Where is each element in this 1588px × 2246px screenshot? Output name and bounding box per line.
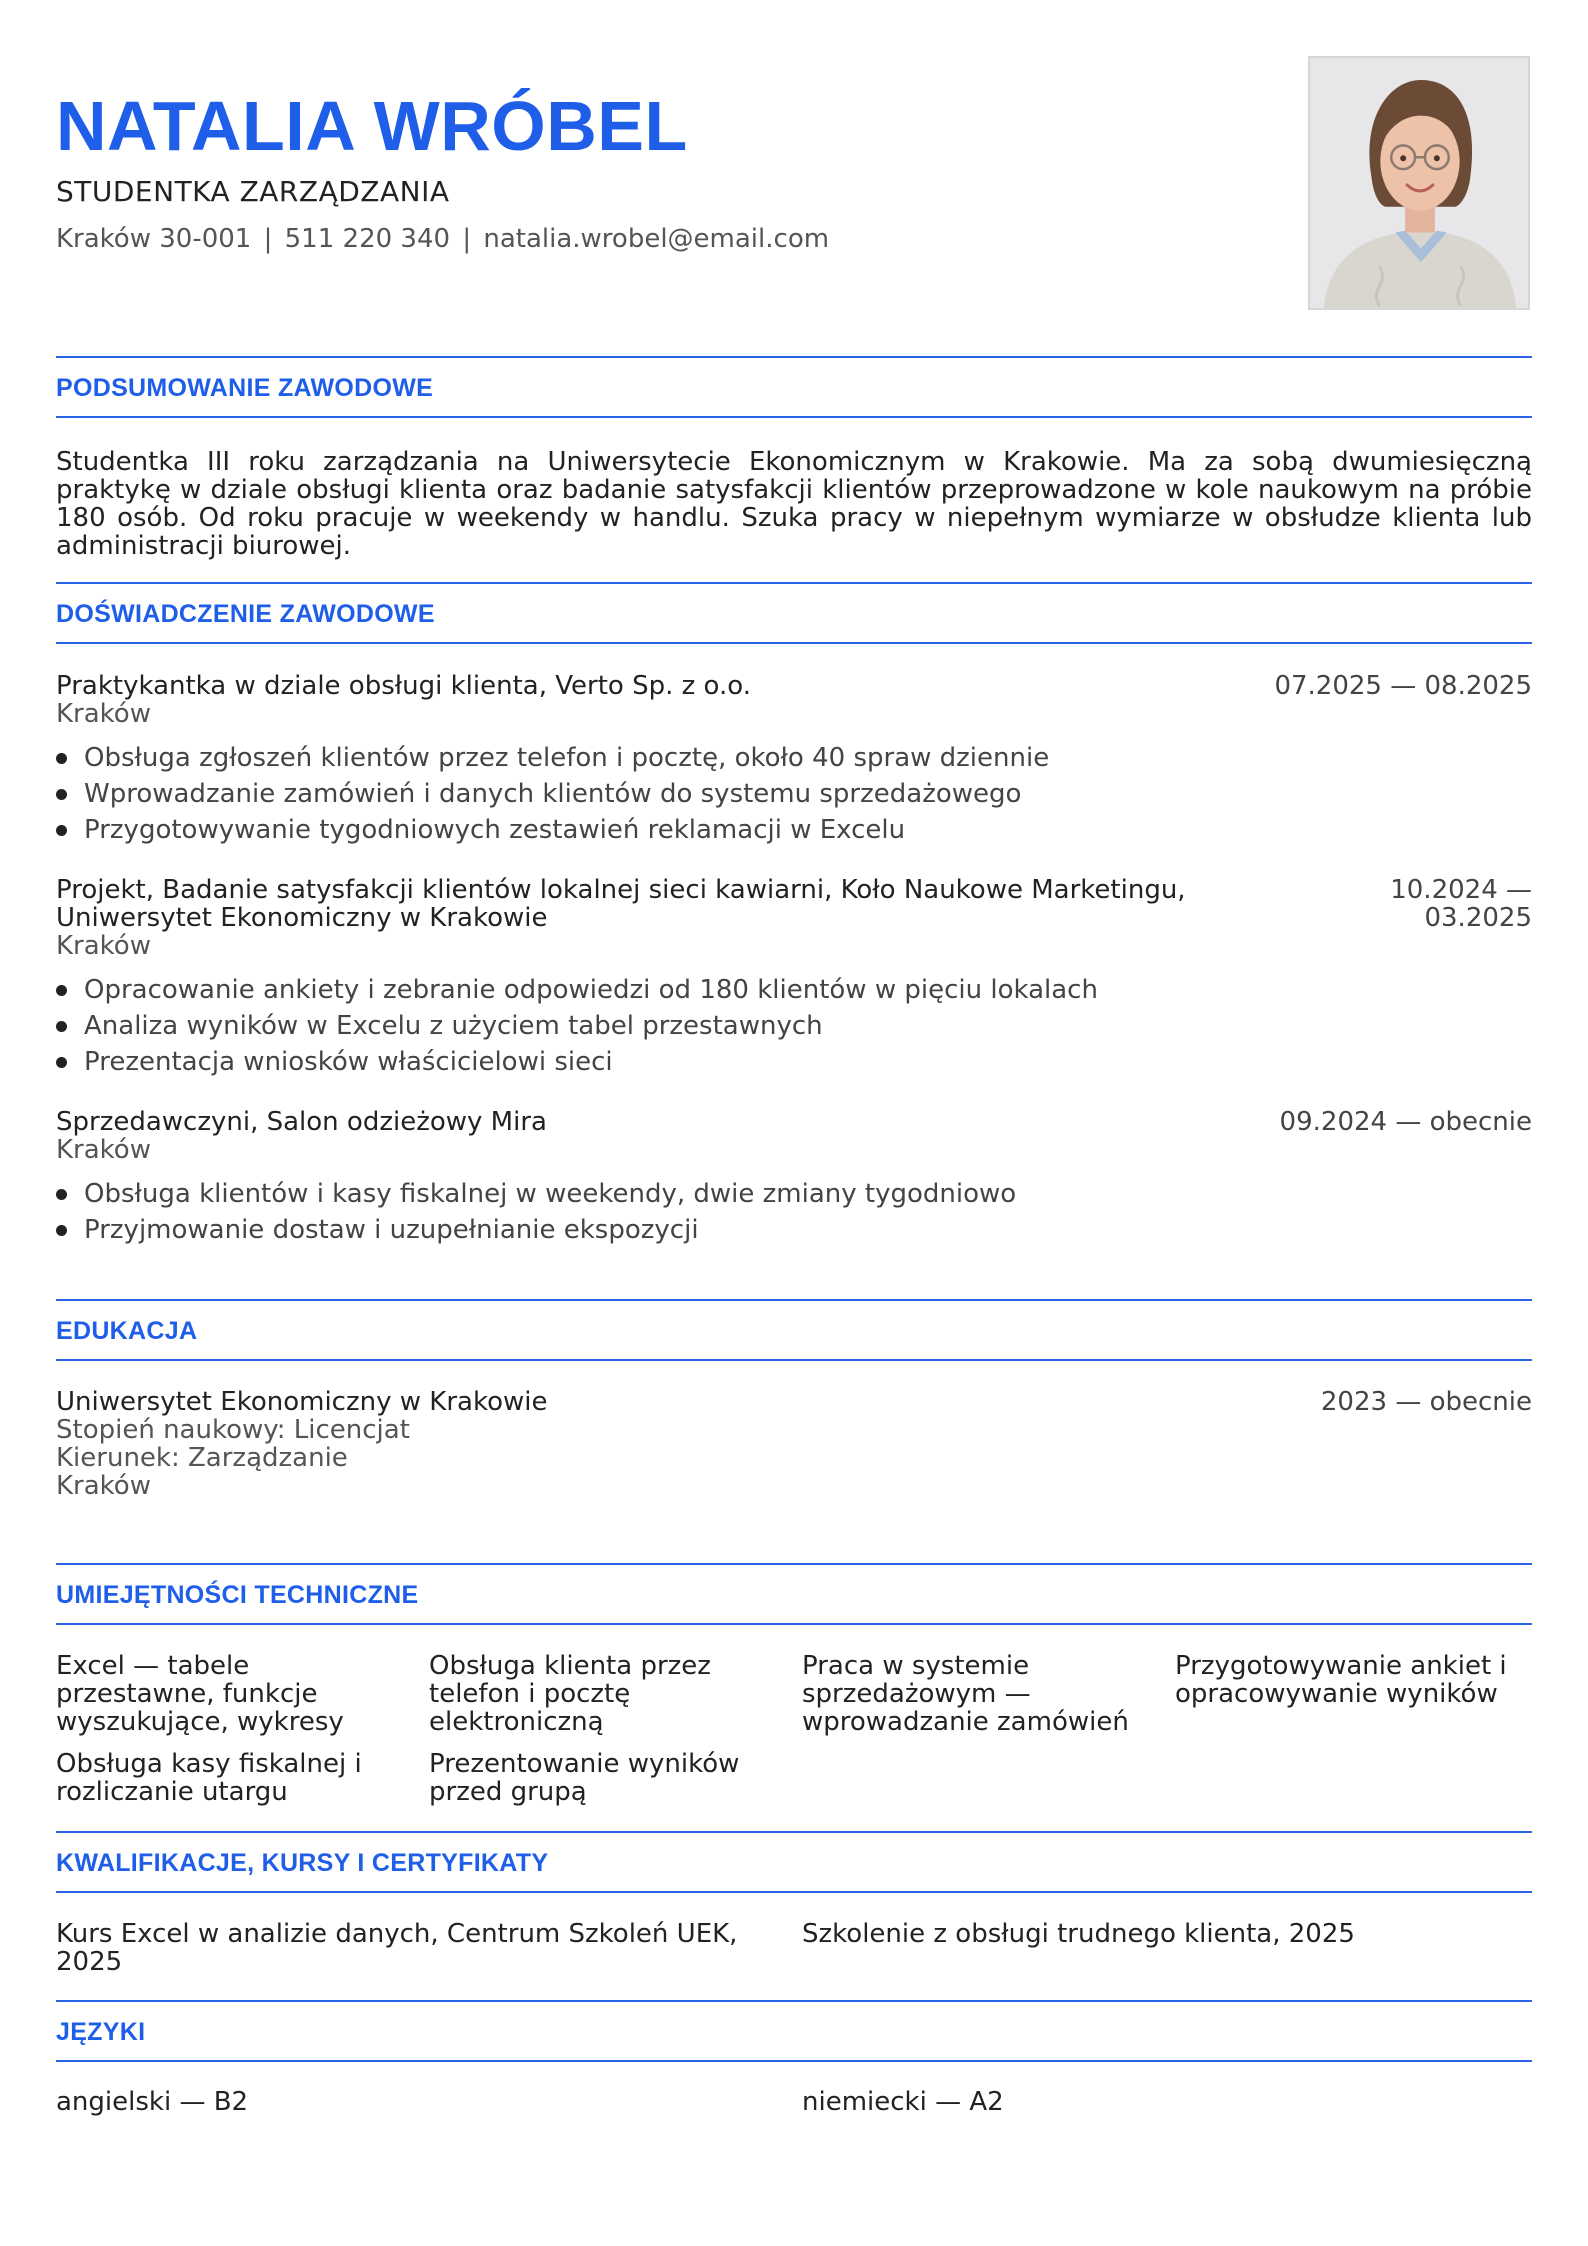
profile-photo — [1308, 56, 1530, 310]
experience-date-start: 10.2024 — — [1390, 875, 1532, 905]
bullet-item: Opracowanie ankiety i zebranie odpowiedzi od 180 klientów w pięciu lokalach — [56, 972, 1098, 1008]
experience-title-continued: Uniwersytet Ekonomiczny w Krakowie — [56, 903, 548, 933]
experience-date: 07.2025 — 08.2025 — [1274, 671, 1532, 701]
candidate-title: STUDENTKA ZARZĄDZANIA — [56, 175, 450, 208]
qualifications-section-heading — [56, 1831, 1532, 1893]
experience-date-end: 03.2025 — [1424, 903, 1532, 933]
experience-location: Kraków — [56, 931, 151, 961]
summary-heading-text: PODSUMOWANIE ZAWODOWE — [56, 374, 434, 402]
languages-heading-text: JĘZYKI — [56, 2018, 146, 2046]
language-item: niemiecki — A2 — [802, 2087, 1004, 2117]
portrait-image — [1310, 58, 1528, 308]
bullet-item: Przyjmowanie dostaw i uzupełnianie ekspozycji — [56, 1212, 1016, 1248]
experience-title: Sprzedawczyni, Salon odzieżowy Mira — [56, 1107, 547, 1137]
qualification-item: Szkolenie z obsługi trudnego klienta, 2025 — [802, 1919, 1355, 1949]
skill-item: Obsługa kasy fiskalnej i rozliczanie utargu — [56, 1749, 362, 1807]
skill-item: Obsługa klienta przez telefon i pocztę elektroniczną — [429, 1651, 711, 1737]
languages-section-heading — [56, 2000, 1532, 2062]
education-location: Kraków — [56, 1471, 151, 1501]
contact-separator: | — [462, 224, 472, 254]
experience-bullets — [56, 1176, 1016, 1248]
education-degree: Stopień naukowy: Licencjat — [56, 1415, 410, 1445]
experience-location: Kraków — [56, 699, 151, 729]
summary-section-heading — [56, 356, 1532, 418]
experience-bullets — [56, 972, 1098, 1080]
contact-phone: 511 220 340 — [284, 224, 451, 254]
experience-title: Praktykantka w dziale obsługi klienta, Verto Sp. z o.o. — [56, 671, 751, 701]
qualifications-heading-text: KWALIFIKACJE, KURSY I CERTYFIKATY — [56, 1849, 549, 1877]
bullet-item: Wprowadzanie zamówień i danych klientów do systemu sprzedażowego — [56, 776, 1049, 812]
skills-section-heading — [56, 1563, 1532, 1625]
skill-item: Praca w systemie sprzedażowym — wprowadzanie zamówień — [802, 1651, 1129, 1737]
experience-bullets — [56, 740, 1049, 848]
summary-text: Studentka III roku zarządzania na Uniwersytecie Ekonomicznym w Krakowie. Ma za sobą dwumiesięczną praktykę w dziale obsługi klienta oraz badanie satysfakcji klientów przeprowadzone w kole naukowym na próbie 180 osób. Od roku pracuje w weekendy w handlu. Szuka pracy w niepełnym wymiarze w obsłudze klienta lub administracji biurowej. — [56, 447, 1532, 561]
education-field: Kierunek: Zarządzanie — [56, 1443, 348, 1473]
bullet-item: Obsługa klientów i kasy fiskalnej w weekendy, dwie zmiany tygodniowo — [56, 1176, 1016, 1212]
bullet-item: Analiza wyników w Excelu z użyciem tabel przestawnych — [56, 1008, 1098, 1044]
experience-section-heading — [56, 582, 1532, 644]
skills-heading-text: UMIEJĘTNOŚCI TECHNICZNE — [56, 1581, 419, 1609]
education-section-heading — [56, 1299, 1532, 1361]
contact-line — [56, 222, 829, 256]
experience-date: 09.2024 — obecnie — [1279, 1107, 1532, 1137]
skill-item: Prezentowanie wyników przed grupą — [429, 1749, 740, 1807]
bullet-item: Prezentacja wniosków właścicielowi sieci — [56, 1044, 1098, 1080]
experience-heading-text: DOŚWIADCZENIE ZAWODOWE — [56, 600, 435, 628]
language-item: angielski — B2 — [56, 2087, 249, 2117]
skill-item: Przygotowywanie ankiet i opracowywanie wyników — [1175, 1651, 1507, 1709]
contact-location: Kraków 30-001 — [56, 224, 252, 254]
education-heading-text: EDUKACJA — [56, 1317, 198, 1345]
qualification-item: Kurs Excel w analizie danych, Centrum Szkoleń UEK, 2025 — [56, 1919, 738, 1977]
candidate-name: NATALIA WRÓBEL — [56, 87, 688, 165]
contact-email: natalia.wrobel@email.com — [483, 224, 830, 254]
experience-location: Kraków — [56, 1135, 151, 1165]
bullet-item: Obsługa zgłoszeń klientów przez telefon i pocztę, około 40 spraw dziennie — [56, 740, 1049, 776]
education-date: 2023 — obecnie — [1320, 1387, 1532, 1417]
bullet-item: Przygotowywanie tygodniowych zestawień reklamacji w Excelu — [56, 812, 1049, 848]
skill-item: Excel — tabele przestawne, funkcje wyszukujące, wykresy — [56, 1651, 344, 1737]
education-school: Uniwersytet Ekonomiczny w Krakowie — [56, 1387, 548, 1417]
experience-title: Projekt, Badanie satysfakcji klientów lokalnej sieci kawiarni, Koło Naukowe Marketingu, — [56, 875, 1186, 905]
contact-separator: | — [263, 224, 273, 254]
